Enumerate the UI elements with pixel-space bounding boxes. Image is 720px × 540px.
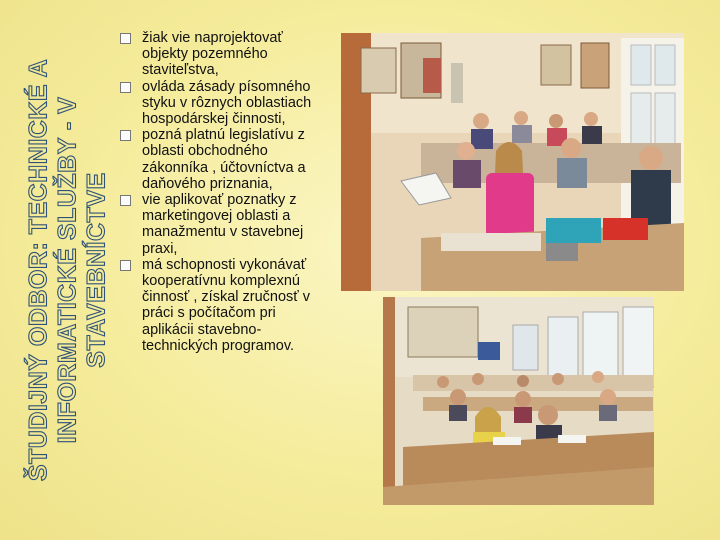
bullet-item (118, 127, 328, 192)
bullet-text: vie aplikovať poznatky z marketingovej oblasti a manažmentu v stavebnej praxi, (142, 192, 304, 257)
bullet-item (118, 192, 328, 257)
slide-title (25, 30, 112, 510)
bullet-text: ovláda zásady písomného styku v rôznych oblastiach hospodárskej činnosti, (142, 78, 312, 128)
bullet-list (118, 30, 328, 354)
title-line-2: INFORMATICKÉ SLUŽBY - V (53, 96, 82, 444)
bullet-text: pozná platnú legislatívu z oblasti obchodného zákonníka , účtovníctva a daňového priznania, (142, 127, 306, 192)
title-line-1: ŠTUDIJNÝ ODBOR: TECHNICKÉ A (24, 58, 53, 482)
bullet-box-icon (120, 82, 131, 93)
bullet-item (118, 79, 328, 128)
bullet-box-icon (120, 130, 131, 141)
bullet-box-icon (120, 260, 131, 271)
title-line-3: STAVEBNÍCTVE (82, 172, 111, 368)
classroom-photo-1 (341, 33, 684, 291)
bullet-item (118, 257, 328, 354)
bullet-box-icon (120, 33, 131, 44)
classroom-photo-2 (383, 297, 654, 505)
slide-title-area (18, 10, 118, 530)
bullet-item (118, 30, 328, 79)
bullet-text: má schopnosti vykonávať kooperatívnu komplexnú činnosť , získal zručnosť v práci s počítačom pri aplikácii stavebno-technických programov. (142, 256, 311, 354)
bullet-box-icon (120, 195, 131, 206)
bullet-text: žiak vie naprojektovať objekty pozemného staviteľstva, (142, 30, 283, 79)
